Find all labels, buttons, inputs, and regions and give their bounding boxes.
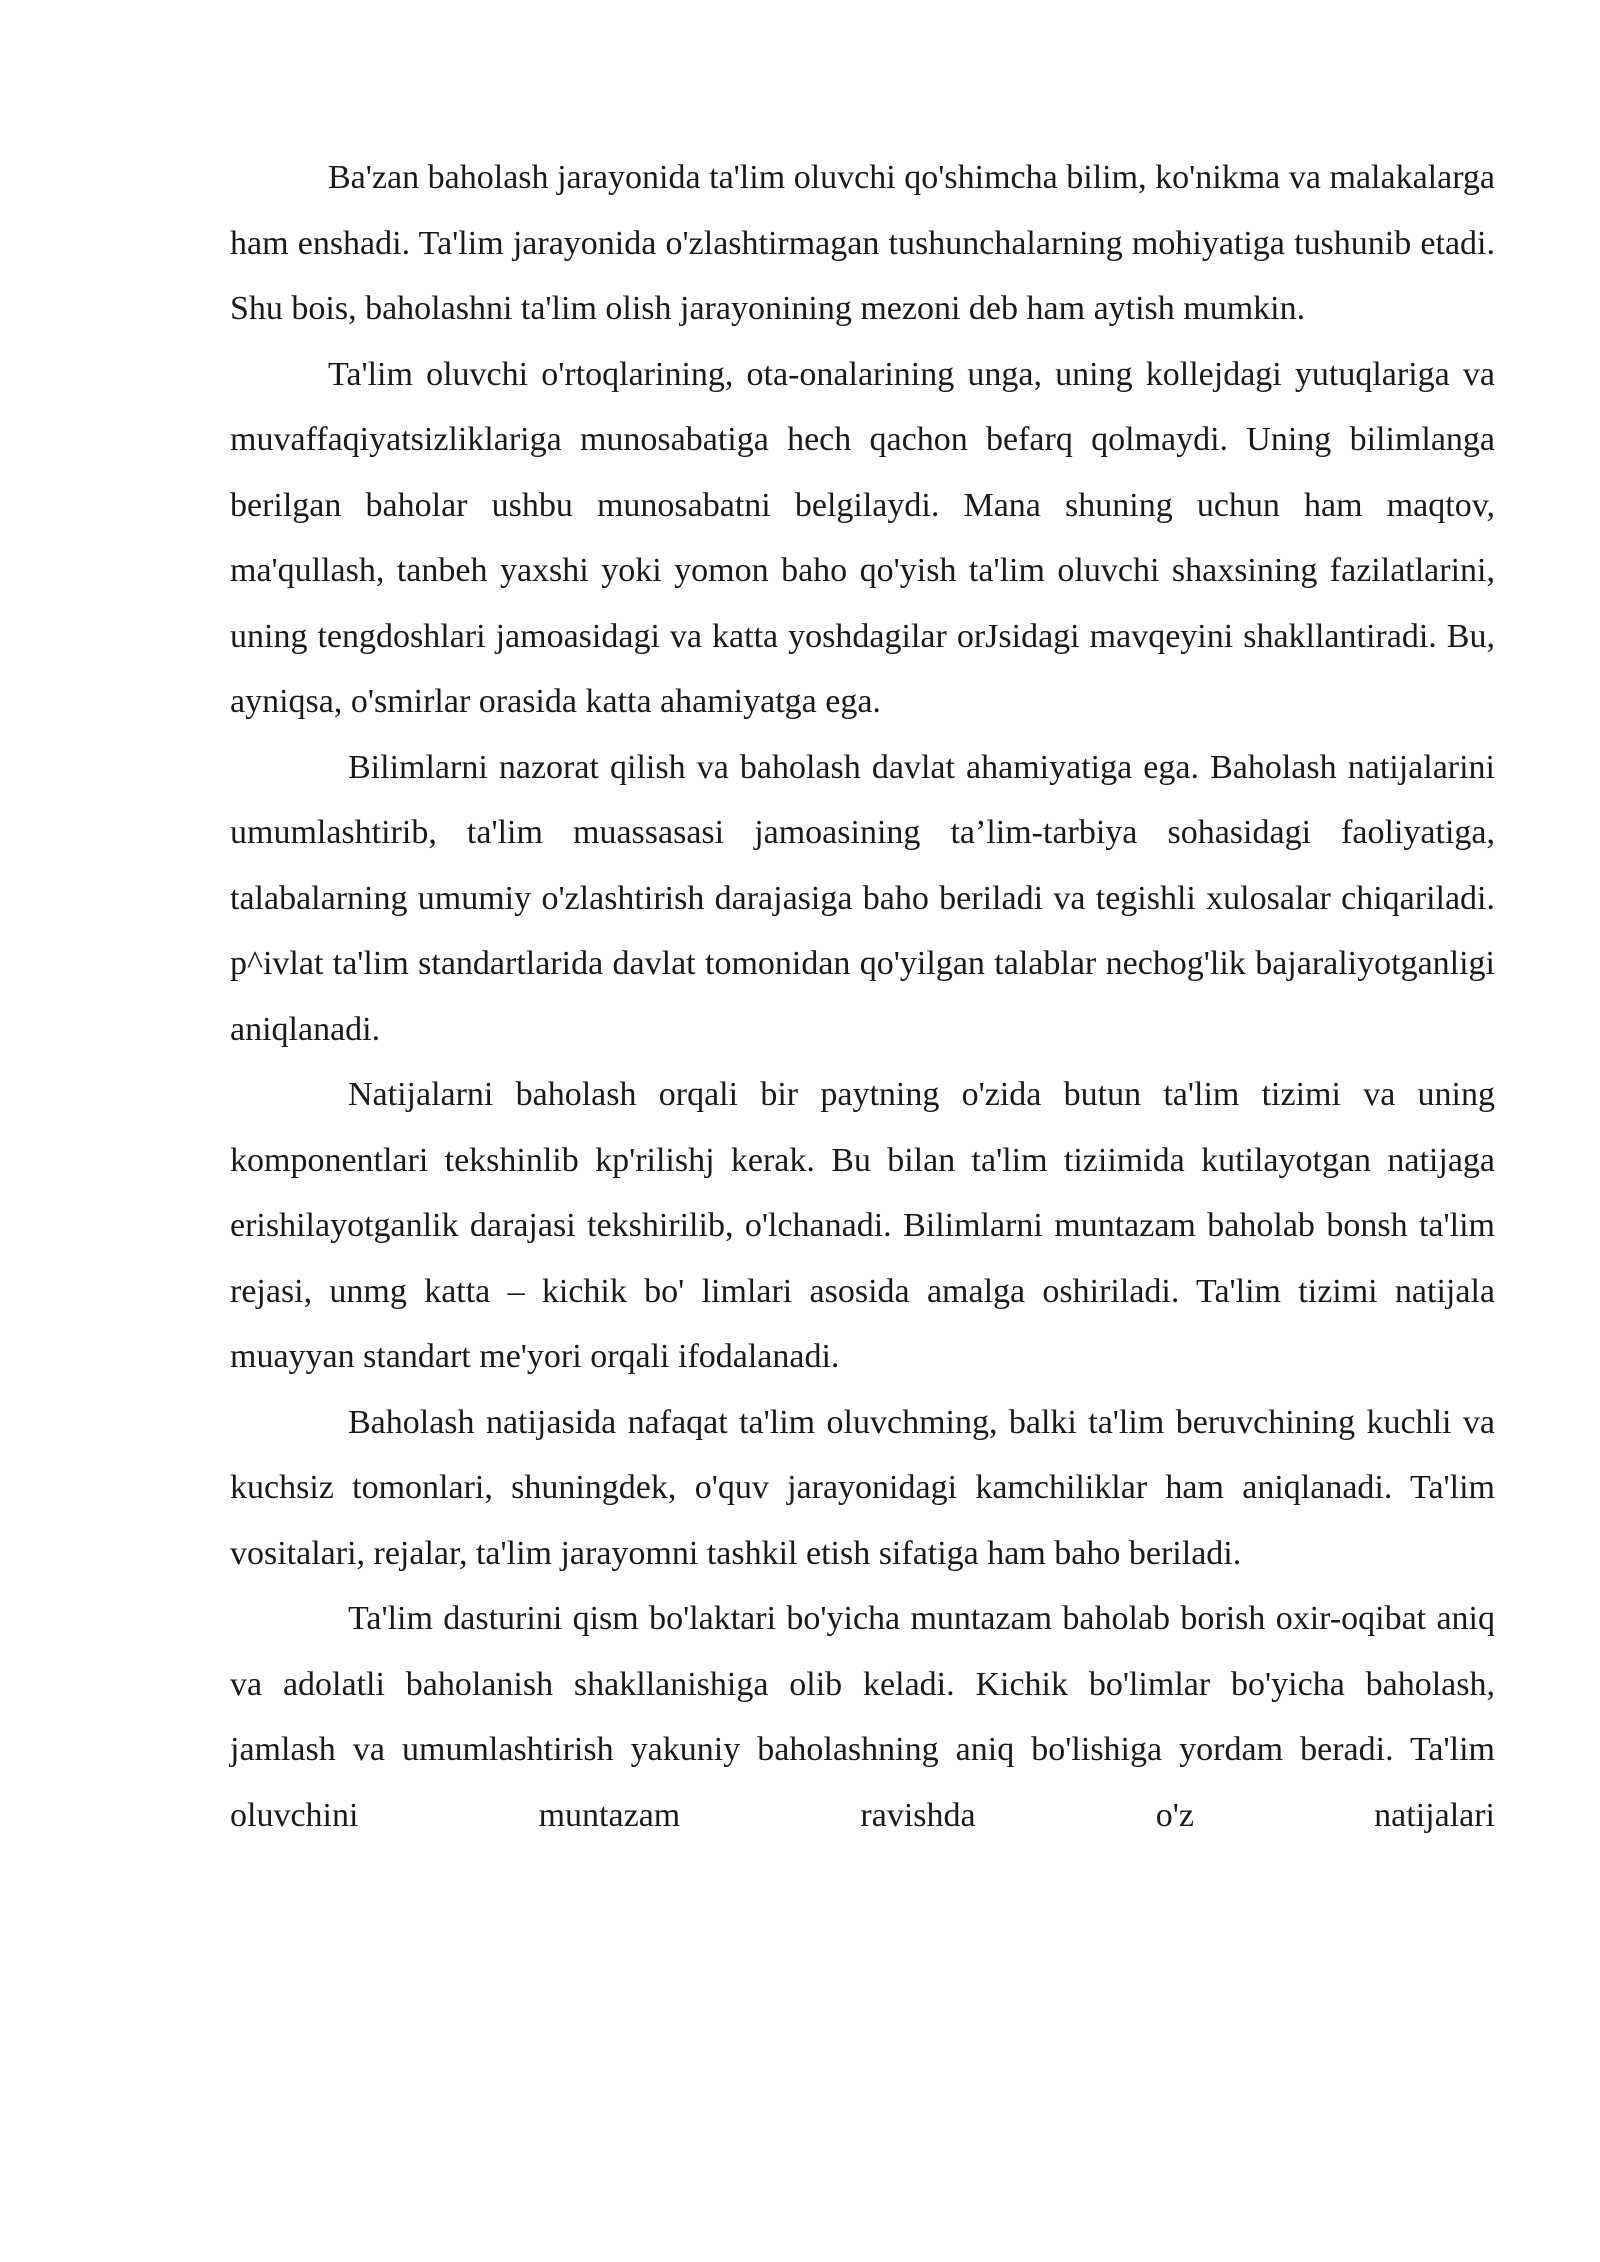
paragraph-6: Ta'lim dasturini qism bo'laktari bo'yicha muntazam baholab borish oxir-oqibat aniq va adolatli baholanish shakllanishiga olib keladi. Kichik bo'limlar bo'yicha baholash, jamlash va umumlashtirish yakuniy baholashning aniq bo'lishiga yordam beradi. Ta'lim oluvchini muntazam ravishda o'z natijalari <box>230 1600 1495 1834</box>
paragraph-4: Natijalarni baholash orqali bir paytning o'zida butun ta'lim tizimi va uning komponentlari tekshinlib kp'rilishj kerak. Bu bilan ta'lim tiziimida kutilayotgan natijaga erishilayotganlik darajasi tekshirilib, o'lchanadi. Bilimlarni muntazam baholab bonsh ta'lim rejasi, unmg katta – kichik bo' limlari asosida amalga oshiriladi. Ta'lim tizimi natijala muayyan standart me'yori orqali ifodalanadi. <box>230 1076 1495 1375</box>
document-page <box>230 145 1495 1848</box>
paragraph-3: Bilimlarni nazorat qilish va baholash davlat ahamiyatiga ega. Baholash natijalarini umumlashtirib, ta'lim muassasasi jamoasining ta’lim-tarbiya sohasidagi faoliyatiga, talabalarning umumiy o'zlashtirish darajasiga baho beriladi va tegishli xulosalar chiqariladi. p^ivlat ta'lim standartlarida davlat tomonidan qo'yilgan talablar nechog'lik bajaraliyotganligi aniqlanadi. <box>230 748 1495 1048</box>
paragraph-1: Ba'zan baholash jarayonida ta'lim oluvchi qo'shimcha bilim, ko'nikma va malakalarga ham enshadi. Ta'lim jarayonida o'zlashtirmagan tushunchalarning mohiyatiga tushunib etadi. Shu bois, baholashni ta'lim olish jarayonining mezoni deb ham aytish mumkin. <box>230 159 1495 327</box>
paragraph-5: Baholash natijasida nafaqat ta'lim oluvchming, balki ta'lim beruvchining kuchli va kuchsiz tomonlari, shuningdek, o'quv jarayonidagi kamchiliklar ham aniqlanadi. Ta'lim vositalari, rejalar, ta'lim jarayomni tashkil etish sifatiga ham baho beriladi. <box>230 1403 1495 1572</box>
paragraph-2: Ta'lim oluvchi o'rtoqlarining, ota-onalarining unga, uning kollejdagi yutuqlariga va muvaffaqiyatsizliklariga munosabatiga hech qachon befarq qolmaydi. Uning bilimlanga berilgan baholar ushbu munosabatni belgilaydi. Mana shuning uchun ham maqtov, ma'qullash, tanbeh yaxshi yoki yomon baho qo'yish ta'lim oluvchi shaxsining fazilatlarini, uning tengdoshlari jamoasidagi va katta yoshdagilar orJsidagi mavqeyini shakllantiradi. Bu, ayniqsa, o'smirlar orasida katta ahamiyatga ega. <box>230 355 1495 720</box>
